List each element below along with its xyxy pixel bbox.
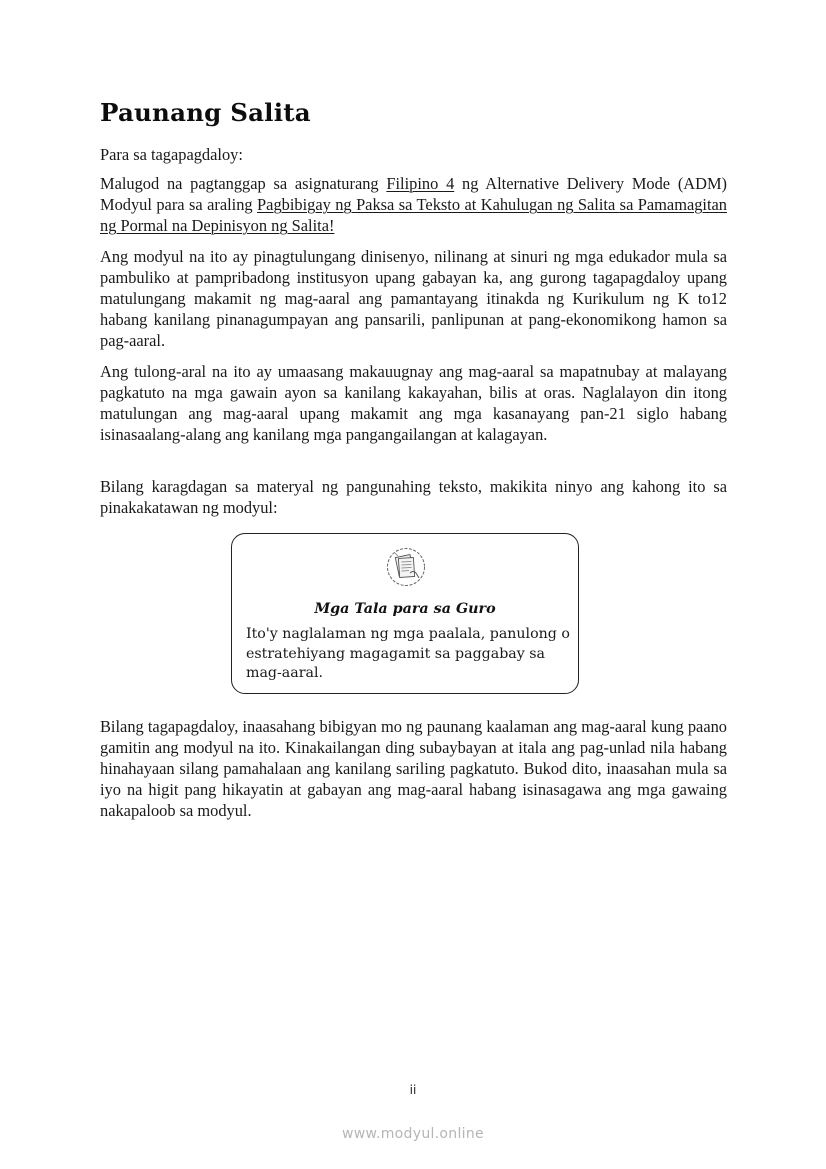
paragraph-purpose: Ang tulong-aral na ito ay umaasang makauugnay ang mag-aaral sa mapatnubay at malayang pagkatuto na mga gawain ayon sa kanilang kakayahan, bilis at oras. Naglalayon din itong matulungan ang mag-aaral upang makamit ang mga kasanayang pan-21 siglo habang isinasaalang-alang ang kanilang mga pangangailangan at kalagayan. [100, 362, 727, 444]
notes-paper-hand-icon [386, 547, 426, 587]
watermark: www.modyul.online [342, 1126, 484, 1142]
note-box-body: Ito'y naglalaman ng mga paalala, panulong o estratehiyang magagamit sa paggabay sa mag-aaral. [246, 626, 570, 681]
intro-paragraph [100, 173, 727, 236]
intro-text-2: ng Alternative Delivery Mode (ADM) Modyul para sa araling [100, 174, 728, 214]
paragraph-box-intro: Bilang karagdagan sa materyal ng pangunahing teksto, makikita ninyo ang kahong ito sa pinakakatawan ng modyul: [100, 477, 727, 517]
lesson-title-link[interactable]: Pagbibigay ng Paksa sa Teksto at Kahulugan ng Salita sa Pamamagitan ng Pormal na Depinisyon ng Salita! [100, 195, 727, 235]
intro-text-1: Malugod na pagtanggap sa asignaturang [100, 174, 387, 193]
paragraph-design: Ang modyul na ito ay pinagtulungang dinisenyo, nilinang at sinuri ng mga edukador mula sa pambuliko at pampribadong institusyon upang gabayan ka, ang gurong tagapagdaloy upang matulungang makamit ng mag-aaral ang pamantayang itinakda ng Kurikulum ng K to12 habang kanilang pinanagumpayan ang pansarili, panlipunan at pang-ekonomikong hamon sa pag-aaral. [100, 247, 727, 350]
teacher-notes-box [231, 533, 579, 694]
page-number: ii [409, 1083, 417, 1097]
note-box-heading: Mga Tala para sa Guro [314, 601, 496, 617]
page-title: Paunang Salita [100, 98, 311, 127]
subject-link[interactable]: Filipino 4 [386, 174, 455, 193]
paragraph-facilitator-role: Bilang tagapagdaloy, inaasahang bibigyan mo ng paunang kaalaman ang mag-aaral kung paano gamitin ang modyul na ito. Kinakailangan ding subaybayan at itala ang pag-unlad nila habang hinahayaan silang pamahalaan ang kanilang sariling pagkatuto. Bukod dito, inaasahan mula sa iyo na higit pang hikayatin at gabayan ang mag-aaral habang isinasagawa ang mga gawaing nakapaloob sa modyul. [100, 717, 727, 820]
salutation: Para sa tagapagdaloy: [100, 145, 243, 164]
